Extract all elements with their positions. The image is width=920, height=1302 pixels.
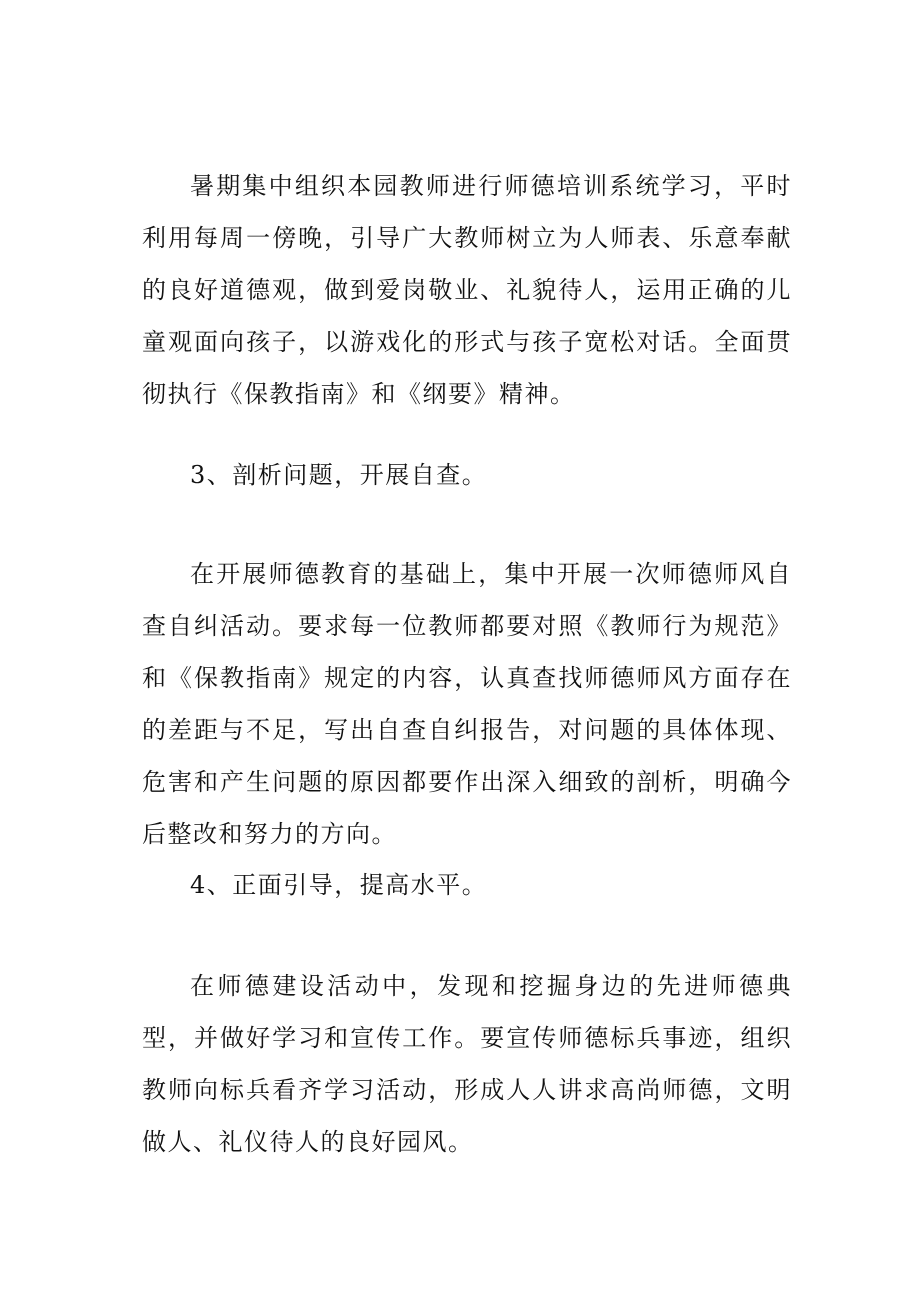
paragraph-self-inspection: 在开展师德教育的基础上，集中开展一次师德师风自查自纠活动。要求每一位教师都要对照《教师行为规范》和《保教指南》规定的内容，认真查找师德师风方面存在的差距与不足，写出自查自纠报告，对问题的具体体现、危害和产生问题的原因都要作出深入细致的剖析，明确今后整改和努力的方向。 [142,560,792,848]
section-heading-4: 4、正面引导，提高水平。 [190,871,488,899]
section-heading-3: 3、剖析问题，开展自查。 [190,461,488,489]
paragraph-positive-guidance: 在师德建设活动中，发现和挖掘身边的先进师德典型，并做好学习和宣传工作。要宣传师德标兵事迹，组织教师向标兵看齐学习活动，形成人人讲求高尚师德，文明做人、礼仪待人的良好园风。 [142,972,792,1156]
paragraph-training: 暑期集中组织本园教师进行师德培训系统学习，平时利用每周一傍晚，引导广大教师树立为人师表、乐意奉献的良好道德观，做到爱岗敬业、礼貌待人，运用正确的儿童观面向孩子，以游戏化的形式与孩子宽松对话。全面贯彻执行《保教指南》和《纲要》精神。 [142,172,792,408]
